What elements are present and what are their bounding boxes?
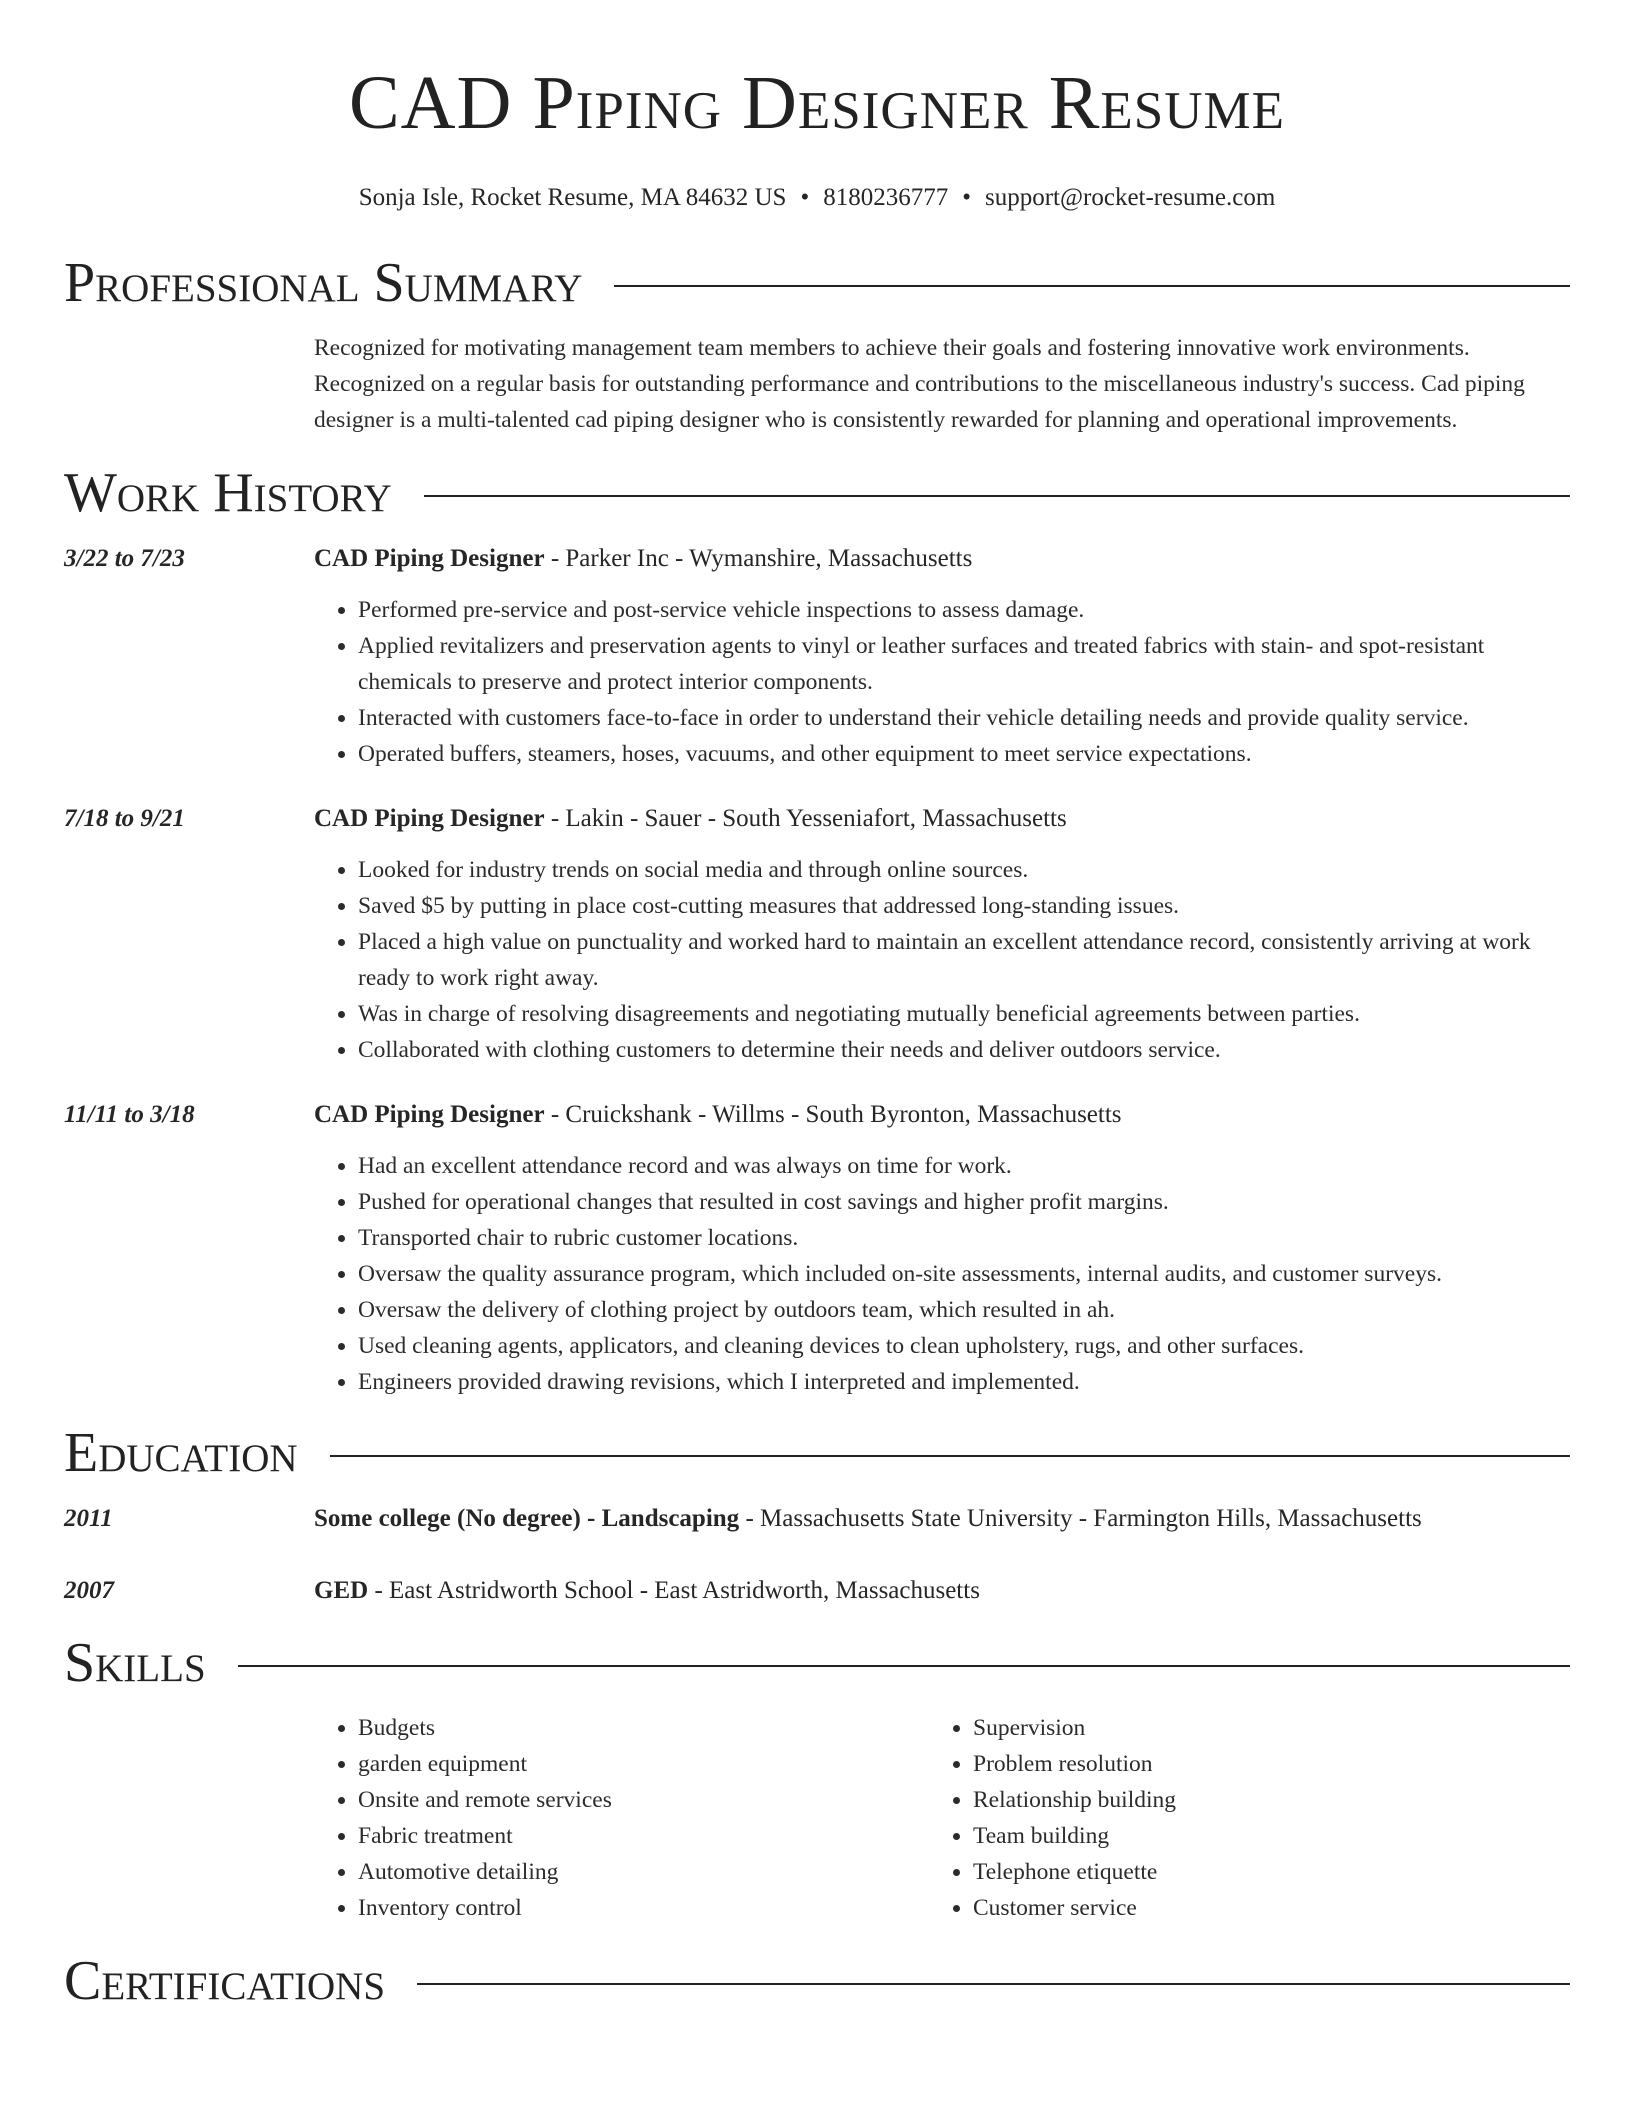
skill-item: • Inventory control (358, 1890, 929, 1926)
job-heading (314, 542, 1570, 576)
skill-item: • Automotive detailing (358, 1854, 929, 1890)
job-title: CAD Piping Designer (314, 1101, 545, 1128)
job-bullets (314, 592, 1570, 772)
job-entry (64, 802, 1570, 1068)
section-title: Certifications (64, 1950, 386, 2012)
skill-item: • Budgets (358, 1710, 929, 1746)
contact-separator: • (962, 184, 971, 211)
job-bullet: • Saved $5 by putting in place cost-cutting measures that addressed long-standing issues. (358, 888, 1570, 924)
job-title: CAD Piping Designer (314, 805, 545, 832)
education-year: 2007 (64, 1577, 114, 1604)
education-entry (64, 1574, 1570, 1608)
section-title: Professional Summary (64, 252, 583, 314)
section-heading-work-history (64, 460, 1570, 526)
summary-text: Recognized for motivating management team members to achieve their goals and fostering innovative work environments. Recognized on a regular basis for outstanding performance and contributions to the miscellaneous industry's success. Cad piping designer is a multi-talented cad piping designer who is consistently rewarded for planning and operational improvements. (314, 335, 1525, 433)
section-title: Work History (64, 462, 392, 524)
job-heading (314, 1098, 1570, 1132)
section-divider (614, 285, 1570, 287)
job-bullet: • Pushed for operational changes that resulted in cost savings and higher profit margins. (358, 1184, 1570, 1220)
section-heading-summary (64, 250, 1570, 316)
job-bullet: • Used cleaning agents, applicators, and cleaning devices to clean upholstery, rugs, and other surfaces. (358, 1328, 1570, 1364)
section-divider (330, 1455, 1570, 1457)
job-bullet: • Oversaw the delivery of clothing project by outdoors team, which resulted in ah. (358, 1292, 1570, 1328)
skill-item: • Supervision (973, 1710, 1544, 1746)
job-bullet: • Collaborated with clothing customers to determine their needs and deliver outdoors service. (358, 1032, 1570, 1068)
job-bullets (314, 852, 1570, 1068)
job-employer: - Lakin - Sauer - South Yesseniafort, Massachusetts (544, 805, 1067, 832)
education-entry (64, 1502, 1570, 1536)
job-bullet: • Looked for industry trends on social media and through online sources. (358, 852, 1570, 888)
skill-item: • Telephone etiquette (973, 1854, 1544, 1890)
skills-column-left (314, 1710, 929, 1926)
section-heading-education (64, 1420, 1570, 1486)
job-bullet: • Transported chair to rubric customer locations. (358, 1220, 1570, 1256)
job-employer: - Parker Inc - Wymanshire, Massachusetts (544, 545, 973, 572)
section-heading-skills (64, 1630, 1570, 1696)
section-title: Skills (64, 1632, 206, 1694)
job-entry (64, 1098, 1570, 1400)
job-entry (64, 542, 1570, 772)
contact-address: Sonja Isle, Rocket Resume, MA 84632 US (358, 184, 787, 211)
job-title: CAD Piping Designer (314, 545, 545, 572)
section-divider (238, 1665, 1570, 1667)
resume-title: CAD Piping Designer Resume (348, 61, 1286, 145)
job-dates: 7/18 to 9/21 (64, 805, 185, 832)
job-bullet: • Applied revitalizers and preservation agents to vinyl or leather surfaces and treated fabrics with stain- and spot-resistant chemicals to preserve and protect interior components. (358, 628, 1570, 700)
contact-email: support@rocket-resume.com (985, 184, 1276, 211)
skills-list (314, 1710, 1570, 1926)
job-bullet: • Engineers provided drawing revisions, which I interpreted and implemented. (358, 1364, 1570, 1400)
job-bullet: • Had an excellent attendance record and was always on time for work. (358, 1148, 1570, 1184)
job-bullet: • Interacted with customers face-to-face in order to understand their vehicle detailing needs and provide quality service. (358, 700, 1570, 736)
job-dates: 11/11 to 3/18 (64, 1101, 195, 1128)
job-bullet: • Operated buffers, steamers, hoses, vacuums, and other equipment to meet service expectations. (358, 736, 1570, 772)
skill-item: • Team building (973, 1818, 1544, 1854)
section-divider (424, 495, 1570, 497)
education-degree: GED (314, 1577, 369, 1604)
section-title: Education (64, 1422, 298, 1484)
contact-line (64, 182, 1570, 214)
job-bullet: • Was in charge of resolving disagreements and negotiating mutually beneficial agreements between parties. (358, 996, 1570, 1032)
job-bullets (314, 1148, 1570, 1400)
skill-item: • Fabric treatment (358, 1818, 929, 1854)
skill-item: • garden equipment (358, 1746, 929, 1782)
skills-column-right (929, 1710, 1544, 1926)
contact-phone: 8180236777 (823, 184, 949, 211)
education-school: - East Astridworth School - East Astridworth, Massachusetts (368, 1577, 980, 1604)
section-divider (417, 1983, 1570, 1985)
job-bullet: • Placed a high value on punctuality and worked hard to maintain an excellent attendance record, consistently arriving at work ready to work right away. (358, 924, 1570, 996)
skill-item: • Customer service (973, 1890, 1544, 1926)
education-year: 2011 (64, 1505, 113, 1532)
education-degree: Some college (No degree) - Landscaping (314, 1505, 740, 1532)
job-bullet: • Oversaw the quality assurance program, which included on-site assessments, internal audits, and customer surveys. (358, 1256, 1570, 1292)
education-school: - Massachusetts State University - Farmington Hills, Massachusetts (739, 1505, 1422, 1532)
skill-item: • Problem resolution (973, 1746, 1544, 1782)
skill-item: • Onsite and remote services (358, 1782, 929, 1818)
job-heading (314, 802, 1570, 836)
job-employer: - Cruickshank - Willms - South Byronton, Massachusetts (544, 1101, 1122, 1128)
skill-item: • Relationship building (973, 1782, 1544, 1818)
contact-separator: • (800, 184, 810, 211)
section-heading-certifications (64, 1948, 1570, 2014)
job-dates: 3/22 to 7/23 (64, 545, 185, 572)
job-bullet: • Performed pre-service and post-service vehicle inspections to assess damage. (358, 592, 1570, 628)
